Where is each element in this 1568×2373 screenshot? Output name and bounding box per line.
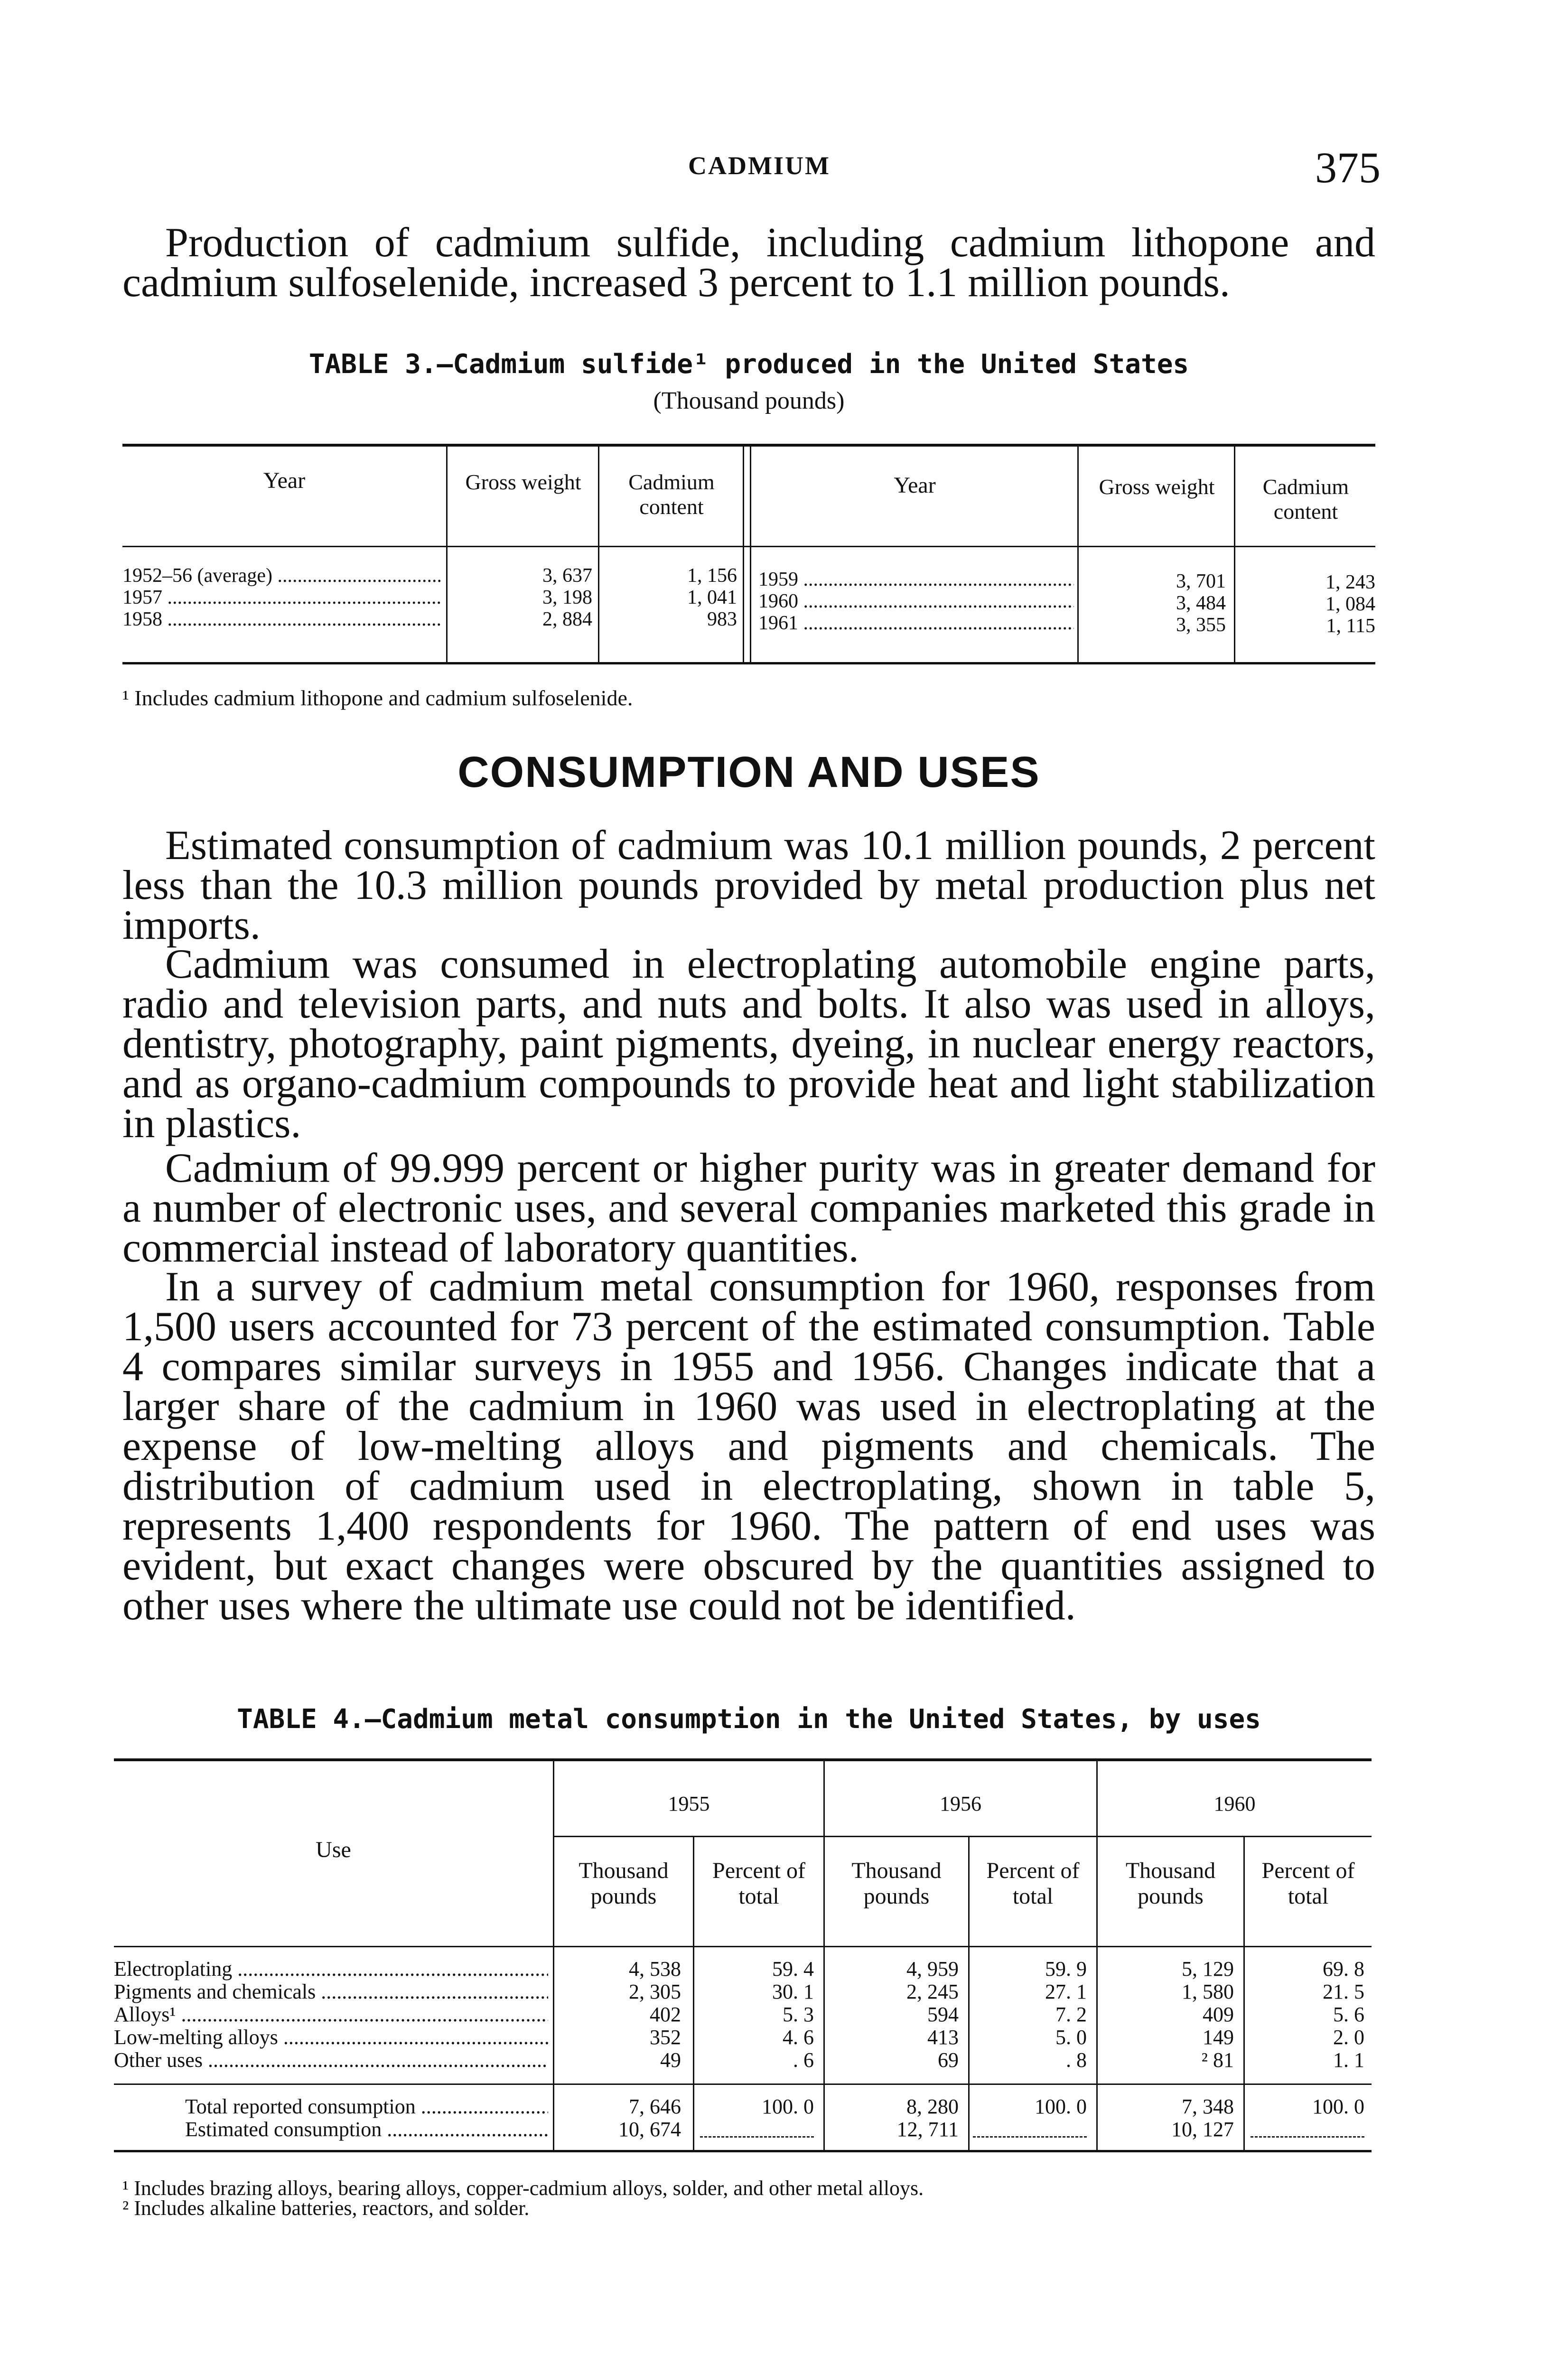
- table-cell-gross: 3, 484: [1176, 592, 1226, 614]
- empty-cell-leader: [1251, 2136, 1364, 2138]
- table-cell-cadmium: 1, 243: [1325, 571, 1375, 593]
- table-cell: 5. 6: [1333, 2003, 1364, 2026]
- table4-year: 1960: [1213, 1792, 1256, 1815]
- table4-col-use: Use: [316, 1837, 351, 1862]
- table-cell-cadmium: 983: [707, 608, 737, 630]
- table4-footnote: ¹ Includes brazing alloys, bearing alloys, copper-cadmium alloys, solder, and other metal alloys.: [122, 2177, 924, 2200]
- table-cell-gross: 3, 355: [1176, 614, 1226, 636]
- table4-year: 1955: [668, 1792, 710, 1815]
- table-cell: 1, 580: [1182, 1980, 1234, 2003]
- table-row: [114, 2026, 1372, 2049]
- table-row-year: 1958 .....: [122, 608, 440, 630]
- table-row-use: Estimated consumption .....: [185, 2118, 548, 2141]
- table3-col-year: Year: [894, 473, 936, 498]
- table-cell: 4. 6: [783, 2026, 814, 2049]
- table-row-year: 1960 .....: [758, 590, 1074, 612]
- table4-sub-percent: Percent of total: [986, 1858, 1080, 1909]
- table-cell-cadmium: 1, 084: [1325, 593, 1375, 615]
- table-cell: ² 81: [1201, 2048, 1234, 2072]
- table3-caption: TABLE 3.—Cadmium sulfide¹ produced in the United States: [308, 349, 1189, 380]
- table-cell: 4, 959: [906, 1957, 959, 1981]
- table3-header-rule: [122, 546, 1375, 547]
- table4-totals: [114, 2095, 1372, 2141]
- table-cell: 5. 0: [1055, 2026, 1087, 2049]
- table-cell: 1. 1: [1333, 2048, 1364, 2072]
- table3-vrule: [1234, 446, 1235, 662]
- table-row-use: Pigments and chemicals .....: [114, 1981, 548, 2003]
- table3-vrule: [598, 446, 599, 662]
- table3-col-gross: Gross weight: [465, 470, 581, 494]
- table-cell: 413: [927, 2026, 959, 2049]
- table4-body: [114, 1958, 1372, 2072]
- table-cell: 4, 538: [629, 1957, 681, 1981]
- table-cell: 7, 348: [1182, 2095, 1234, 2118]
- table-cell: 5. 3: [783, 2003, 814, 2026]
- table-cell: 27. 1: [1045, 1980, 1087, 2003]
- table-row-year: 1952–56 (average) .....: [122, 565, 440, 587]
- paragraph: In a survey of cadmium metal consumption for 1960, responses from 1,500 users accounted for 73 percent of the estimated consumption. Table 4 compares similar surveys in 1955 and 1956. Changes indicate that a larger share of the cadmium in 1960 was used in electroplating at the expense of low-melting alloys and pigments and chemicals. The distribution of cadmium used in electroplating, shown in table 5, represents 1,400 respondents for 1960. The pattern of end uses was evident, but exact changes were obscured by the quantities assigned to other uses where the ultimate use could not be identified.: [122, 1264, 1375, 1629]
- table-cell: 10, 127: [1171, 2118, 1234, 2141]
- table4-sub-thousand: Thousand pounds: [1125, 1858, 1216, 1909]
- table-row: [114, 1958, 1372, 1981]
- table3-col-cadmium: Cadmium content: [628, 470, 715, 519]
- table-row: [114, 2095, 1372, 2118]
- table3-unit-note: (Thousand pounds): [653, 387, 845, 414]
- paragraph: Cadmium was consumed in electroplating automobile engine parts, radio and television parts, and nuts and bolts. It also was used in alloys, dentistry, photography, paint pigments, dyeing, in nuclear energy reactors, and as organo-cadmium compounds to provide heat and light stabilization in plastics.: [122, 941, 1375, 1147]
- table-cell-gross: 3, 701: [1176, 570, 1226, 592]
- table-cell-cadmium: 1, 041: [687, 587, 737, 608]
- table-cell: 594: [927, 2003, 959, 2026]
- table-cell: 2, 305: [629, 1980, 681, 2003]
- table-row-year: 1961 .....: [758, 612, 1074, 634]
- table-row-use: Other uses .....: [114, 2049, 548, 2072]
- table3-vrule: [1077, 446, 1079, 662]
- table-cell-gross: 3, 637: [542, 565, 592, 587]
- table-cell: 7, 646: [629, 2095, 681, 2118]
- table4-sub-thousand: Thousand pounds: [851, 1858, 942, 1909]
- intro-paragraph: Production of cadmium sulfide, including cadmium lithopone and cadmium sulfoselenide, increased 3 percent to 1.1 million pounds.: [122, 220, 1375, 306]
- table3-col-gross: Gross weight: [1099, 475, 1215, 499]
- table-row-year: 1959 .....: [758, 569, 1074, 590]
- running-title: CADMIUM: [688, 151, 831, 180]
- table-cell-cadmium: 1, 156: [687, 565, 737, 587]
- table-cell: 352: [650, 2026, 681, 2049]
- table-cell: 12, 711: [896, 2118, 959, 2141]
- table4-vrule: [823, 1761, 825, 2150]
- table-row-year: 1957 .....: [122, 587, 440, 608]
- empty-cell-leader: [973, 2136, 1087, 2138]
- running-head: [0, 142, 1568, 195]
- table4-sub-percent: Percent of total: [1261, 1858, 1355, 1909]
- table4-footnote: ² Includes alkaline batteries, reactors, and solder.: [122, 2196, 530, 2220]
- table-row: [114, 2049, 1372, 2072]
- table-cell: 5, 129: [1182, 1957, 1234, 1981]
- table-cell: 10, 674: [618, 2118, 681, 2141]
- page-number: 375: [1315, 143, 1381, 192]
- table3-bottom-rule: [122, 662, 1375, 664]
- table-cell: 59. 9: [1045, 1957, 1087, 1981]
- table-row: [114, 2118, 1372, 2141]
- table-row-use: Alloys¹ .....: [114, 2003, 548, 2026]
- table4-bottom-rule: [114, 2150, 1372, 2152]
- table3-top-rule: [122, 444, 1375, 447]
- empty-cell-leader: [700, 2136, 814, 2138]
- table-cell: 59. 4: [772, 1957, 814, 1981]
- table4-total-rule: [114, 2083, 1372, 2085]
- table-cell: 69: [938, 2048, 959, 2072]
- table-row-use: Electroplating .....: [114, 1958, 548, 1981]
- table-cell-gross: 2, 884: [542, 608, 592, 630]
- table4-year: 1956: [940, 1792, 981, 1815]
- table-cell-cadmium: 1, 115: [1326, 615, 1375, 637]
- table4-caption: TABLE 4.—Cadmium metal consumption in the United States, by uses: [237, 1704, 1261, 1735]
- table4-year-rule: [553, 1836, 1372, 1837]
- table3-col-year: Year: [263, 468, 306, 493]
- table-cell: 7. 2: [1055, 2003, 1087, 2026]
- table-cell: 49: [660, 2048, 681, 2072]
- table-cell: 8, 280: [906, 2095, 959, 2118]
- table-cell: 30. 1: [772, 1980, 814, 2003]
- table3-vrule: [750, 446, 751, 662]
- table3-col-cadmium: Cadmium content: [1262, 475, 1349, 523]
- table-row: [114, 2003, 1372, 2026]
- table-cell: 100. 0: [762, 2095, 814, 2118]
- table3-vrule: [743, 446, 744, 662]
- table-cell: 149: [1203, 2026, 1234, 2049]
- table-cell: 100. 0: [1035, 2095, 1087, 2118]
- table-cell: . 6: [793, 2048, 814, 2072]
- table-cell: 2. 0: [1333, 2026, 1364, 2049]
- table4-sub-percent: Percent of total: [712, 1858, 805, 1909]
- table-row-use: Total reported consumption .....: [185, 2095, 548, 2118]
- table3-footnote: ¹ Includes cadmium lithopone and cadmium sulfoselenide.: [122, 686, 633, 710]
- table-row: [114, 1981, 1372, 2003]
- table3-vrule: [446, 446, 448, 662]
- table4-top-rule: [114, 1758, 1372, 1761]
- table-row-use: Low-melting alloys .....: [114, 2026, 548, 2049]
- section-heading: CONSUMPTION AND USES: [457, 748, 1040, 796]
- table-cell: 402: [650, 2003, 681, 2026]
- table-cell: 21. 5: [1323, 1980, 1364, 2003]
- table4-footnotes: [122, 2178, 924, 2218]
- table-cell-gross: 3, 198: [542, 587, 592, 608]
- table4-vrule: [553, 1761, 554, 2150]
- table-cell: 100. 0: [1312, 2095, 1364, 2118]
- table4-sub-thousand: Thousand pounds: [579, 1858, 669, 1909]
- table4-header-rule: [114, 1946, 1372, 1947]
- table-cell: 2, 245: [906, 1980, 959, 2003]
- table4-vrule: [1096, 1761, 1098, 2150]
- paragraph: Cadmium of 99.999 percent or higher purity was in greater demand for a number of electronic uses, and several companies marketed this grade in commercial instead of laboratory quantities.: [122, 1145, 1375, 1271]
- table-cell: 69. 8: [1323, 1957, 1364, 1981]
- table-cell: . 8: [1066, 2048, 1087, 2072]
- paragraph: Estimated consumption of cadmium was 10.1 million pounds, 2 percent less than the 10.3 million pounds provided by metal production plus net imports.: [122, 822, 1375, 948]
- table-cell: 409: [1203, 2003, 1234, 2026]
